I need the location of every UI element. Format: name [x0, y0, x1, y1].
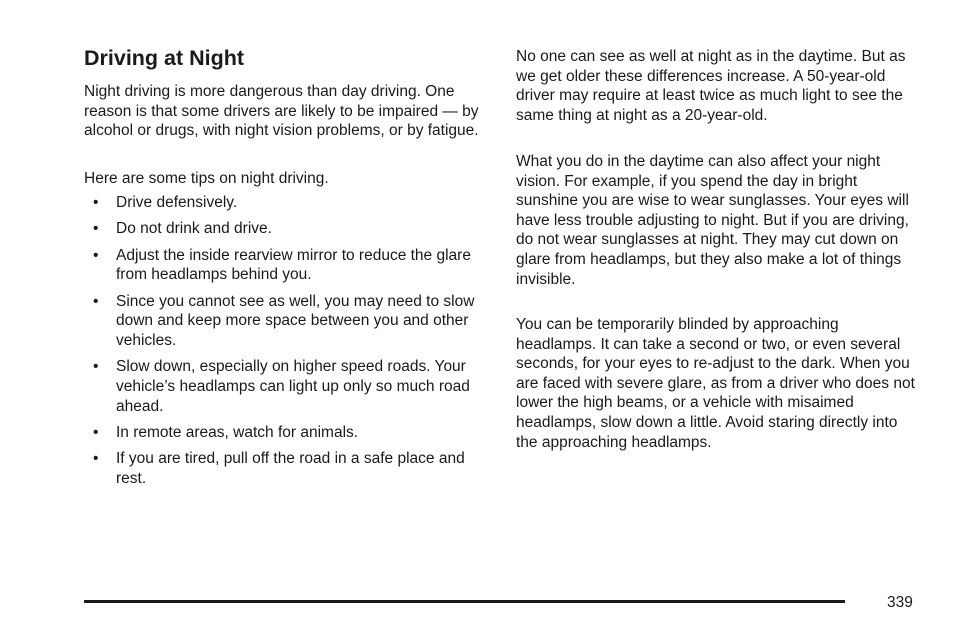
- footer-rule: [84, 600, 845, 603]
- glare-paragraph: You can be temporarily blinded by approaching headlamps. It can take a second or two, or even several seconds, for your eyes to re-adjust to the dark. When you are faced with severe glare, as from a driver who does not lower the high beams, or a vehicle with misaimed headlamps, slow down a little. Avoid staring directly into the approaching headlamps.: [516, 316, 915, 451]
- night-vision-age-paragraph: No one can see as well at night as in the daytime. But as we get older these differences increase. A 50-year-old driver may require at least twice as much light to see the same thing at night as a 20-year-old.: [516, 48, 906, 124]
- list-item-text: In remote areas, watch for animals.: [116, 423, 359, 441]
- bullet-icon: •: [93, 220, 99, 238]
- list-item: [84, 193, 494, 213]
- bullet-icon: •: [93, 194, 99, 211]
- list-item-text: Do not drink and drive.: [116, 220, 272, 238]
- list-item: [84, 246, 494, 285]
- list-item-text: Since you cannot see as well, you may need to slow down and keep more space between you and other vehicles.: [116, 292, 475, 349]
- list-item-text: If you are tired, pull off the road in a safe place and rest.: [116, 450, 465, 487]
- list-item: [84, 219, 494, 239]
- bullet-icon: •: [93, 423, 99, 441]
- bullet-icon: •: [93, 292, 99, 310]
- list-item: [84, 292, 494, 351]
- list-item-text: Adjust the inside rearview mirror to reduce the glare from headlamps behind you.: [116, 246, 471, 284]
- list-item: [84, 423, 494, 443]
- page-title: Driving at Night: [84, 46, 245, 70]
- daytime-effect-paragraph: What you do in the daytime can also affect your night vision. For example, if you spend the day in bright sunshine you are wise to wear sunglasses. Your eyes will have less trouble adjusting to night. But if you are driving, do not wear sunglasses at night. They may cut down on glare from headlamps, but they also make a lot of things invisible.: [516, 153, 909, 288]
- list-item-text: Slow down, especially on higher speed roads. Your vehicle’s headlamps can light up only so much road ahead.: [116, 358, 470, 415]
- bullet-icon: •: [93, 358, 99, 376]
- tips-list: [84, 193, 494, 495]
- list-item: [84, 357, 494, 416]
- bullet-icon: •: [93, 246, 99, 264]
- intro-paragraph: Night driving is more dangerous than day driving. One reason is that some drivers are likely to be impaired — by alcohol or drugs, with night vision problems, or by fatigue.: [84, 83, 479, 140]
- page-number: 339: [887, 594, 913, 611]
- list-item: [84, 449, 494, 488]
- tips-lead: Here are some tips on night driving.: [84, 170, 329, 187]
- bullet-icon: •: [93, 450, 99, 468]
- list-item-text: Drive defensively.: [116, 194, 238, 211]
